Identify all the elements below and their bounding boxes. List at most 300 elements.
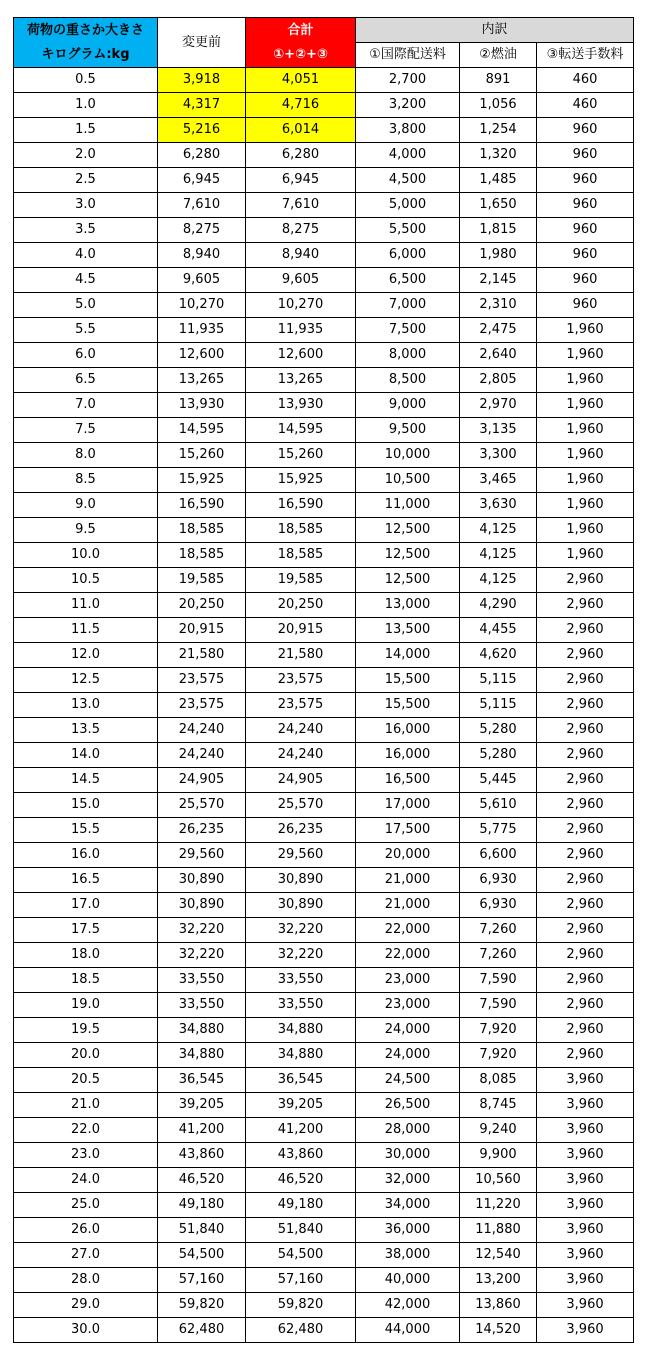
forwarding-fee-header: ③転送手数料 [537,43,634,68]
international-shipping-cell: 6,500 [356,268,460,293]
total-price-cell: 24,905 [246,768,356,793]
fuel-surcharge-cell: 1,980 [460,243,537,268]
fuel-surcharge-cell: 2,805 [460,368,537,393]
total-price-cell: 33,550 [246,993,356,1018]
before-price-cell: 7,610 [158,193,246,218]
total-price-cell: 4,051 [246,68,356,93]
table-row [14,1268,634,1293]
fuel-surcharge-cell: 1,254 [460,118,537,143]
total-price-cell: 57,160 [246,1268,356,1293]
international-shipping-cell: 24,000 [356,1018,460,1043]
weight-cell: 25.0 [14,1193,158,1218]
table-row [14,1218,634,1243]
fuel-surcharge-cell: 5,610 [460,793,537,818]
forwarding-fee-cell: 3,960 [537,1293,634,1318]
international-shipping-cell: 12,500 [356,568,460,593]
fuel-surcharge-header: ②燃油 [460,43,537,68]
total-price-cell: 21,580 [246,643,356,668]
international-shipping-cell: 7,000 [356,293,460,318]
weight-cell: 30.0 [14,1318,158,1343]
forwarding-fee-cell: 2,960 [537,743,634,768]
international-shipping-cell: 26,500 [356,1093,460,1118]
international-shipping-cell: 11,000 [356,493,460,518]
total-price-cell: 54,500 [246,1243,356,1268]
forwarding-fee-cell: 3,960 [537,1268,634,1293]
fuel-surcharge-cell: 7,260 [460,918,537,943]
international-shipping-cell: 5,000 [356,193,460,218]
forwarding-fee-cell: 3,960 [537,1168,634,1193]
total-price-cell: 15,925 [246,468,356,493]
table-row [14,1118,634,1143]
table-row [14,1168,634,1193]
forwarding-fee-cell: 3,960 [537,1118,634,1143]
total-price-cell: 26,235 [246,818,356,843]
fuel-surcharge-cell: 9,240 [460,1118,537,1143]
before-price-cell: 8,940 [158,243,246,268]
total-price-cell: 36,545 [246,1068,356,1093]
total-price-cell: 51,840 [246,1218,356,1243]
international-shipping-cell: 42,000 [356,1293,460,1318]
weight-cell: 16.5 [14,868,158,893]
fuel-surcharge-cell: 7,920 [460,1018,537,1043]
international-shipping-cell: 4,000 [356,143,460,168]
fuel-surcharge-cell: 2,970 [460,393,537,418]
fuel-surcharge-cell: 5,775 [460,818,537,843]
total-price-cell: 30,890 [246,868,356,893]
total-price-cell: 19,585 [246,568,356,593]
forwarding-fee-cell: 960 [537,268,634,293]
weight-cell: 14.5 [14,768,158,793]
forwarding-fee-cell: 2,960 [537,618,634,643]
forwarding-fee-cell: 960 [537,243,634,268]
table-row [14,368,634,393]
table-row [14,1293,634,1318]
total-price-cell: 11,935 [246,318,356,343]
international-shipping-cell: 16,000 [356,743,460,768]
total-price-cell: 20,915 [246,618,356,643]
weight-cell: 18.0 [14,943,158,968]
fuel-surcharge-cell: 1,485 [460,168,537,193]
before-price-cell: 36,545 [158,1068,246,1093]
forwarding-fee-cell: 960 [537,168,634,193]
before-price-cell: 16,590 [158,493,246,518]
forwarding-fee-cell: 1,960 [537,543,634,568]
forwarding-fee-cell: 2,960 [537,818,634,843]
table-row [14,918,634,943]
before-price-cell: 18,585 [158,543,246,568]
fuel-surcharge-cell: 12,540 [460,1243,537,1268]
total-price-cell: 30,890 [246,893,356,918]
international-shipping-cell: 16,000 [356,718,460,743]
before-price-cell: 23,575 [158,668,246,693]
fuel-surcharge-cell: 7,920 [460,1043,537,1068]
international-shipping-header: ①国際配送料 [356,43,460,68]
before-price-cell: 21,580 [158,643,246,668]
total-price-cell: 24,240 [246,718,356,743]
forwarding-fee-cell: 2,960 [537,868,634,893]
forwarding-fee-cell: 3,960 [537,1243,634,1268]
fuel-surcharge-cell: 5,115 [460,668,537,693]
weight-cell: 27.0 [14,1243,158,1268]
before-price-cell: 15,925 [158,468,246,493]
international-shipping-cell: 4,500 [356,168,460,193]
table-row [14,768,634,793]
fuel-surcharge-cell: 13,200 [460,1268,537,1293]
fuel-surcharge-cell: 5,280 [460,718,537,743]
weight-header-line1: 荷物の重さか大きさ [26,22,144,38]
before-price-cell: 62,480 [158,1318,246,1343]
fuel-surcharge-cell: 5,280 [460,743,537,768]
weight-cell: 8.0 [14,443,158,468]
weight-cell: 2.0 [14,143,158,168]
total-price-cell: 6,280 [246,143,356,168]
weight-cell: 1.0 [14,93,158,118]
fuel-surcharge-cell: 4,620 [460,643,537,668]
forwarding-fee-cell: 2,960 [537,893,634,918]
weight-cell: 9.0 [14,493,158,518]
forwarding-fee-cell: 2,960 [537,993,634,1018]
weight-cell: 14.0 [14,743,158,768]
table-row [14,1043,634,1068]
table-row [14,268,634,293]
fuel-surcharge-cell: 1,650 [460,193,537,218]
before-price-cell: 34,880 [158,1018,246,1043]
international-shipping-cell: 23,000 [356,993,460,1018]
total-price-cell: 10,270 [246,293,356,318]
before-price-cell: 29,560 [158,843,246,868]
forwarding-fee-cell: 2,960 [537,793,634,818]
table-row [14,1093,634,1118]
table-row [14,968,634,993]
fuel-surcharge-cell: 9,900 [460,1143,537,1168]
table-row [14,993,634,1018]
before-price-cell: 14,595 [158,418,246,443]
table-row [14,1068,634,1093]
forwarding-fee-cell: 2,960 [537,643,634,668]
table-row [14,1018,634,1043]
international-shipping-cell: 3,800 [356,118,460,143]
international-shipping-cell: 24,500 [356,1068,460,1093]
forwarding-fee-cell: 1,960 [537,518,634,543]
table-row [14,1193,634,1218]
international-shipping-cell: 38,000 [356,1243,460,1268]
forwarding-fee-cell: 3,960 [537,1218,634,1243]
table-row [14,343,634,368]
fuel-surcharge-cell: 3,465 [460,468,537,493]
table-row [14,143,634,168]
before-price-cell: 39,205 [158,1093,246,1118]
fuel-surcharge-cell: 4,125 [460,543,537,568]
fuel-surcharge-cell: 6,930 [460,893,537,918]
forwarding-fee-cell: 1,960 [537,468,634,493]
table-header [14,18,634,68]
forwarding-fee-cell: 2,960 [537,943,634,968]
total-price-cell: 43,860 [246,1143,356,1168]
total-price-cell: 49,180 [246,1193,356,1218]
forwarding-fee-cell: 2,960 [537,718,634,743]
before-price-cell: 54,500 [158,1243,246,1268]
weight-cell: 19.0 [14,993,158,1018]
weight-cell: 5.0 [14,293,158,318]
table-row [14,293,634,318]
international-shipping-cell: 12,500 [356,543,460,568]
before-price-cell: 3,918 [158,68,246,93]
before-price-cell: 30,890 [158,893,246,918]
forwarding-fee-cell: 960 [537,218,634,243]
international-shipping-cell: 40,000 [356,1268,460,1293]
table-row [14,318,634,343]
before-price-cell: 33,550 [158,968,246,993]
forwarding-fee-cell: 3,960 [537,1193,634,1218]
table-row [14,1318,634,1343]
total-price-cell: 6,014 [246,118,356,143]
before-price-cell: 33,550 [158,993,246,1018]
fuel-surcharge-cell: 1,815 [460,218,537,243]
international-shipping-cell: 36,000 [356,1218,460,1243]
international-shipping-cell: 12,500 [356,518,460,543]
international-shipping-cell: 17,500 [356,818,460,843]
table-row [14,193,634,218]
table-row [14,793,634,818]
forwarding-fee-cell: 1,960 [537,418,634,443]
international-shipping-cell: 14,000 [356,643,460,668]
table-row [14,118,634,143]
before-price-cell: 57,160 [158,1268,246,1293]
weight-cell: 10.5 [14,568,158,593]
international-shipping-cell: 22,000 [356,943,460,968]
total-price-cell: 13,930 [246,393,356,418]
shipping-rate-table [13,17,634,1343]
table-row [14,893,634,918]
table-row [14,518,634,543]
forwarding-fee-cell: 1,960 [537,393,634,418]
before-price-cell: 20,250 [158,593,246,618]
table-body [14,68,634,1343]
weight-cell: 21.0 [14,1093,158,1118]
total-price-cell: 8,275 [246,218,356,243]
forwarding-fee-cell: 2,960 [537,843,634,868]
before-price-cell: 51,840 [158,1218,246,1243]
before-price-cell: 26,235 [158,818,246,843]
before-price-cell: 6,280 [158,143,246,168]
international-shipping-cell: 21,000 [356,893,460,918]
total-price-cell: 14,595 [246,418,356,443]
fuel-surcharge-cell: 8,085 [460,1068,537,1093]
total-column-header [246,18,356,68]
total-price-cell: 23,575 [246,668,356,693]
international-shipping-cell: 6,000 [356,243,460,268]
forwarding-fee-cell: 2,960 [537,668,634,693]
international-shipping-cell: 16,500 [356,768,460,793]
international-shipping-cell: 13,500 [356,618,460,643]
forwarding-fee-cell: 3,960 [537,1068,634,1093]
total-price-cell: 8,940 [246,243,356,268]
fuel-surcharge-cell: 7,590 [460,968,537,993]
table-row [14,543,634,568]
international-shipping-cell: 7,500 [356,318,460,343]
weight-cell: 16.0 [14,843,158,868]
before-price-cell: 25,570 [158,793,246,818]
before-price-cell: 5,216 [158,118,246,143]
total-price-cell: 46,520 [246,1168,356,1193]
forwarding-fee-cell: 460 [537,93,634,118]
table-row [14,718,634,743]
before-price-cell: 15,260 [158,443,246,468]
total-price-cell: 29,560 [246,843,356,868]
total-price-cell: 18,585 [246,518,356,543]
weight-cell: 5.5 [14,318,158,343]
table-row [14,643,634,668]
international-shipping-cell: 10,500 [356,468,460,493]
fuel-surcharge-cell: 3,135 [460,418,537,443]
before-price-cell: 46,520 [158,1168,246,1193]
weight-cell: 18.5 [14,968,158,993]
forwarding-fee-cell: 1,960 [537,368,634,393]
international-shipping-cell: 8,500 [356,368,460,393]
table-row [14,1243,634,1268]
total-price-cell: 32,220 [246,943,356,968]
before-price-cell: 43,860 [158,1143,246,1168]
fuel-surcharge-cell: 4,290 [460,593,537,618]
fuel-surcharge-cell: 7,590 [460,993,537,1018]
weight-cell: 0.5 [14,68,158,93]
international-shipping-cell: 2,700 [356,68,460,93]
forwarding-fee-cell: 1,960 [537,318,634,343]
total-price-cell: 18,585 [246,543,356,568]
table-row [14,868,634,893]
fuel-surcharge-cell: 11,220 [460,1193,537,1218]
forwarding-fee-cell: 1,960 [537,443,634,468]
total-price-cell: 34,880 [246,1043,356,1068]
weight-cell: 6.0 [14,343,158,368]
forwarding-fee-cell: 2,960 [537,568,634,593]
forwarding-fee-cell: 2,960 [537,1043,634,1068]
fuel-surcharge-cell: 1,320 [460,143,537,168]
before-price-cell: 34,880 [158,1043,246,1068]
international-shipping-cell: 15,500 [356,668,460,693]
total-price-cell: 9,605 [246,268,356,293]
table-row [14,568,634,593]
weight-cell: 11.0 [14,593,158,618]
header-row-1 [14,18,634,43]
before-price-cell: 11,935 [158,318,246,343]
weight-cell: 17.0 [14,893,158,918]
table-row [14,218,634,243]
international-shipping-cell: 21,000 [356,868,460,893]
forwarding-fee-cell: 2,960 [537,1018,634,1043]
weight-cell: 22.0 [14,1118,158,1143]
before-price-cell: 30,890 [158,868,246,893]
fuel-surcharge-cell: 5,115 [460,693,537,718]
weight-cell: 29.0 [14,1293,158,1318]
international-shipping-cell: 3,200 [356,93,460,118]
fuel-surcharge-cell: 6,930 [460,868,537,893]
international-shipping-cell: 24,000 [356,1043,460,1068]
before-price-cell: 12,600 [158,343,246,368]
forwarding-fee-cell: 1,960 [537,343,634,368]
international-shipping-cell: 22,000 [356,918,460,943]
before-price-cell: 20,915 [158,618,246,643]
weight-cell: 17.5 [14,918,158,943]
total-price-cell: 12,600 [246,343,356,368]
international-shipping-cell: 20,000 [356,843,460,868]
fuel-surcharge-cell: 2,310 [460,293,537,318]
total-price-cell: 4,716 [246,93,356,118]
weight-cell: 12.5 [14,668,158,693]
before-price-cell: 9,605 [158,268,246,293]
total-price-cell: 16,590 [246,493,356,518]
forwarding-fee-cell: 960 [537,118,634,143]
table-row [14,493,634,518]
forwarding-fee-cell: 2,960 [537,593,634,618]
fuel-surcharge-cell: 2,475 [460,318,537,343]
international-shipping-cell: 28,000 [356,1118,460,1143]
international-shipping-cell: 8,000 [356,343,460,368]
weight-cell: 24.0 [14,1168,158,1193]
fuel-surcharge-cell: 2,640 [460,343,537,368]
table-row [14,393,634,418]
table-row [14,468,634,493]
total-price-cell: 33,550 [246,968,356,993]
international-shipping-cell: 5,500 [356,218,460,243]
table-row [14,68,634,93]
total-price-cell: 59,820 [246,1293,356,1318]
international-shipping-cell: 10,000 [356,443,460,468]
forwarding-fee-cell: 960 [537,193,634,218]
weight-cell: 4.0 [14,243,158,268]
fuel-surcharge-cell: 4,455 [460,618,537,643]
before-price-cell: 49,180 [158,1193,246,1218]
before-column-header: 変更前 [158,18,246,68]
table-row [14,618,634,643]
fuel-surcharge-cell: 6,600 [460,843,537,868]
weight-cell: 13.0 [14,693,158,718]
before-price-cell: 23,575 [158,693,246,718]
forwarding-fee-cell: 2,960 [537,768,634,793]
weight-cell: 15.5 [14,818,158,843]
before-price-cell: 13,930 [158,393,246,418]
total-price-cell: 13,265 [246,368,356,393]
before-price-cell: 6,945 [158,168,246,193]
fuel-surcharge-cell: 5,445 [460,768,537,793]
weight-cell: 26.0 [14,1218,158,1243]
total-price-cell: 39,205 [246,1093,356,1118]
total-price-cell: 62,480 [246,1318,356,1343]
table-row [14,93,634,118]
weight-cell: 28.0 [14,1268,158,1293]
forwarding-fee-cell: 3,960 [537,1318,634,1343]
before-price-cell: 4,317 [158,93,246,118]
forwarding-fee-cell: 2,960 [537,693,634,718]
international-shipping-cell: 9,500 [356,418,460,443]
table-row [14,443,634,468]
table-row [14,418,634,443]
before-price-cell: 8,275 [158,218,246,243]
table-row [14,843,634,868]
table-row [14,593,634,618]
total-price-cell: 6,945 [246,168,356,193]
weight-cell: 20.5 [14,1068,158,1093]
forwarding-fee-cell: 960 [537,143,634,168]
international-shipping-cell: 32,000 [356,1168,460,1193]
international-shipping-cell: 44,000 [356,1318,460,1343]
before-price-cell: 41,200 [158,1118,246,1143]
forwarding-fee-cell: 2,960 [537,918,634,943]
table-row [14,668,634,693]
international-shipping-cell: 34,000 [356,1193,460,1218]
before-price-cell: 13,265 [158,368,246,393]
international-shipping-cell: 23,000 [356,968,460,993]
